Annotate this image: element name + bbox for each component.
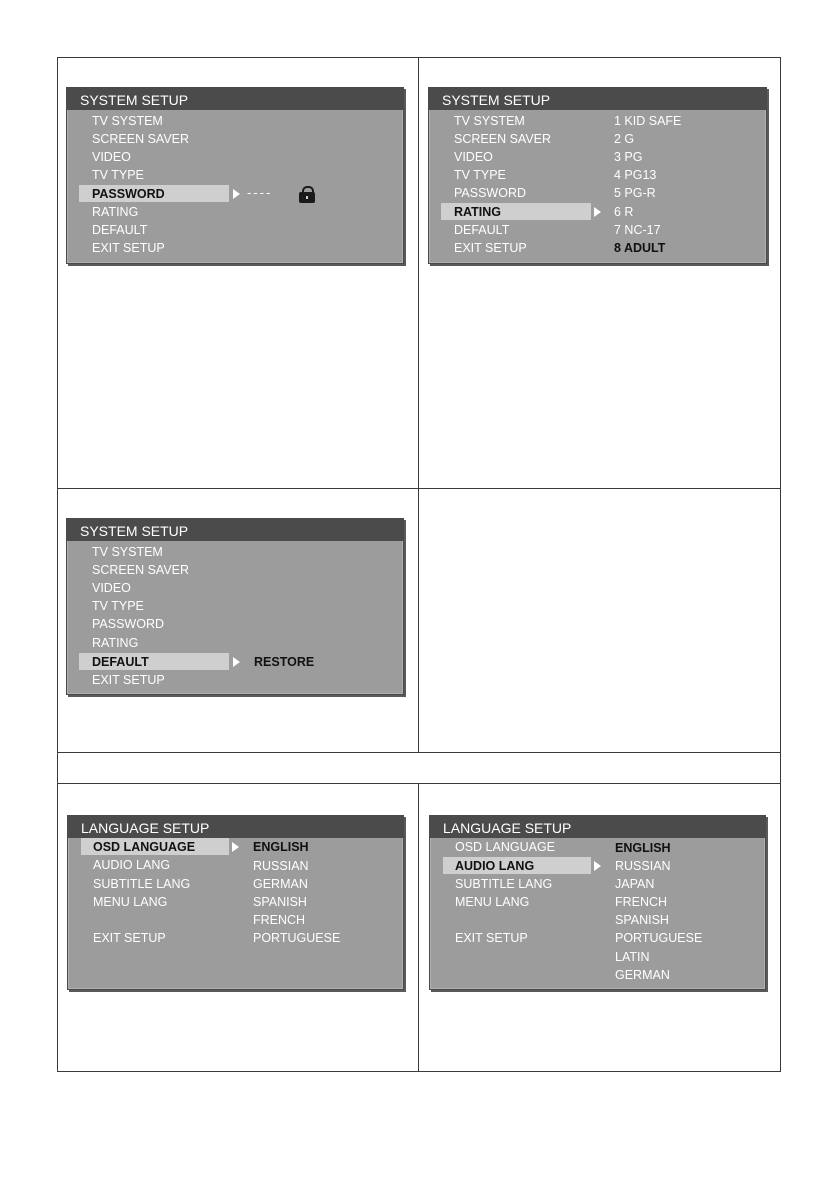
menu-item-subtitle-lang[interactable]: SUBTITLE LANG (455, 877, 553, 891)
menu-item-screen-saver[interactable]: SCREEN SAVER (454, 132, 552, 146)
menu-item-tv-type[interactable]: TV TYPE (454, 168, 506, 182)
osd-title: SYSTEM SETUP (67, 88, 403, 110)
column-divider-top (418, 57, 419, 752)
language-option[interactable]: RUSSIAN (253, 859, 309, 873)
menu-item-video[interactable]: VIDEO (92, 150, 131, 164)
menu-item-exit-setup[interactable]: EXIT SETUP (92, 673, 165, 687)
row-divider-3 (57, 783, 781, 784)
system-setup-rating-screen (428, 87, 767, 264)
arrow-right-icon (232, 842, 239, 852)
password-entry[interactable]: ---- (247, 185, 273, 200)
menu-item-tv-system[interactable]: TV SYSTEM (92, 114, 163, 128)
language-setup-audio-screen (429, 815, 766, 990)
menu-item-exit-setup[interactable]: EXIT SETUP (93, 931, 166, 945)
row-divider-1 (57, 488, 781, 489)
menu-item-screen-saver[interactable]: SCREEN SAVER (92, 132, 190, 146)
menu-item-video[interactable]: VIDEO (92, 581, 131, 595)
menu-item-exit-setup[interactable]: EXIT SETUP (455, 931, 528, 945)
rating-option[interactable]: 5 PG-R (614, 186, 656, 200)
menu-item-osd-language[interactable]: OSD LANGUAGE (93, 840, 196, 854)
language-option[interactable]: LATIN (615, 950, 650, 964)
language-option[interactable]: GERMAN (615, 968, 670, 982)
menu-item-menu-lang[interactable]: MENU LANG (455, 895, 530, 909)
rating-option-selected[interactable]: 8 ADULT (614, 241, 666, 255)
menu-item-rating[interactable]: RATING (92, 636, 139, 650)
row-divider-2 (57, 752, 781, 753)
rating-option[interactable]: 1 KID SAFE (614, 114, 682, 128)
osd-title: LANGUAGE SETUP (68, 816, 403, 838)
menu-item-default[interactable]: DEFAULT (92, 655, 149, 669)
menu-item-osd-language[interactable]: OSD LANGUAGE (455, 840, 556, 854)
column-divider-bottom (418, 783, 419, 1072)
menu-item-screen-saver[interactable]: SCREEN SAVER (92, 563, 190, 577)
menu-item-default[interactable]: DEFAULT (92, 223, 148, 237)
menu-item-tv-type[interactable]: TV TYPE (92, 599, 144, 613)
lock-icon (299, 192, 315, 203)
language-option[interactable]: RUSSIAN (615, 859, 671, 873)
osd-title: LANGUAGE SETUP (430, 816, 765, 838)
language-setup-osd-screen (67, 815, 404, 990)
menu-item-password[interactable]: PASSWORD (92, 187, 165, 201)
rating-option[interactable]: 6 R (614, 205, 634, 219)
menu-item-exit-setup[interactable]: EXIT SETUP (454, 241, 527, 255)
menu-item-rating[interactable]: RATING (92, 205, 139, 219)
menu-item-audio-lang[interactable]: AUDIO LANG (455, 859, 535, 873)
menu-item-password[interactable]: PASSWORD (92, 617, 164, 631)
arrow-right-icon (594, 207, 601, 217)
menu-item-audio-lang[interactable]: AUDIO LANG (93, 858, 171, 872)
menu-item-password[interactable]: PASSWORD (454, 186, 526, 200)
language-option-selected[interactable]: ENGLISH (615, 841, 671, 855)
menu-item-menu-lang[interactable]: MENU LANG (93, 895, 168, 909)
menu-item-exit-setup[interactable]: EXIT SETUP (92, 241, 165, 255)
menu-item-subtitle-lang[interactable]: SUBTITLE LANG (93, 877, 191, 891)
language-option[interactable]: PORTUGUESE (615, 931, 703, 945)
menu-item-tv-type[interactable]: TV TYPE (92, 168, 144, 182)
language-option[interactable]: GERMAN (253, 877, 308, 891)
menu-item-video[interactable]: VIDEO (454, 150, 493, 164)
language-option[interactable]: PORTUGUESE (253, 931, 341, 945)
language-option[interactable]: FRENCH (253, 913, 306, 927)
arrow-right-icon (233, 657, 240, 667)
system-setup-default-screen (66, 518, 404, 695)
language-option-selected[interactable]: ENGLISH (253, 840, 309, 854)
language-option[interactable]: FRENCH (615, 895, 668, 909)
menu-item-tv-system[interactable]: TV SYSTEM (454, 114, 525, 128)
language-option[interactable]: SPANISH (253, 895, 307, 909)
osd-title: SYSTEM SETUP (67, 519, 403, 541)
rating-option[interactable]: 2 G (614, 132, 635, 146)
arrow-right-icon (233, 189, 240, 199)
arrow-right-icon (594, 861, 601, 871)
language-option[interactable]: SPANISH (615, 913, 669, 927)
rating-option[interactable]: 3 PG (614, 150, 643, 164)
menu-item-rating[interactable]: RATING (454, 205, 501, 219)
restore-option[interactable]: RESTORE (254, 655, 315, 669)
system-setup-password-screen (66, 87, 404, 264)
menu-item-tv-system[interactable]: TV SYSTEM (92, 545, 163, 559)
osd-title: SYSTEM SETUP (429, 88, 766, 110)
rating-option[interactable]: 4 PG13 (614, 168, 657, 182)
language-option[interactable]: JAPAN (615, 877, 655, 891)
menu-item-default[interactable]: DEFAULT (454, 223, 510, 237)
rating-option[interactable]: 7 NC-17 (614, 223, 661, 237)
